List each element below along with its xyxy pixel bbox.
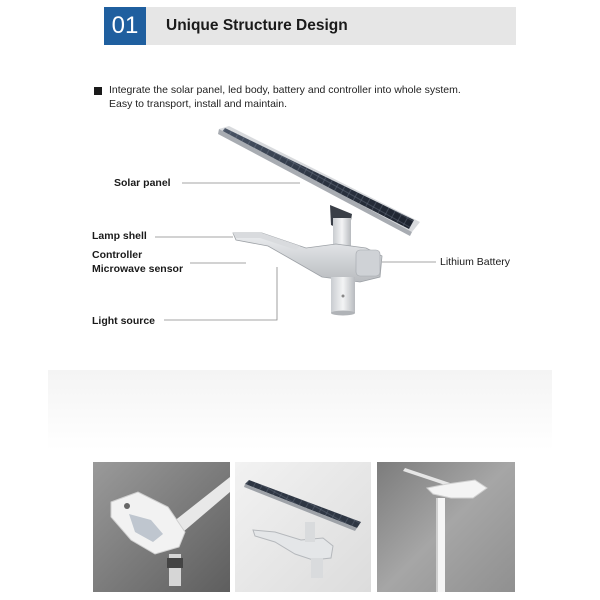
label-microwave-sensor: Microwave sensor <box>92 263 184 275</box>
lamp-body-graphic <box>233 233 382 282</box>
section-number-badge: 01 <box>104 7 146 45</box>
intro-line-2: Easy to transport, install and maintain. <box>109 98 288 110</box>
photo-lamp-side-view <box>235 462 371 592</box>
label-controller: Controller <box>92 249 143 261</box>
intro-line-1: Integrate the solar panel, led body, battery and controller into whole system. <box>109 84 461 96</box>
label-lamp-shell: Lamp shell <box>92 230 147 242</box>
photo-lamp-closeup <box>93 462 230 592</box>
section-title: Unique Structure Design <box>166 17 348 34</box>
photo-lamp-on-pole <box>377 462 515 592</box>
label-lithium-battery: Lithium Battery <box>440 256 511 268</box>
solar-panel-graphic <box>218 126 420 236</box>
shadow-band <box>48 370 552 450</box>
pole-graphic <box>331 277 355 316</box>
label-solar-panel: Solar panel <box>114 177 171 189</box>
label-light-source: Light source <box>92 315 156 327</box>
